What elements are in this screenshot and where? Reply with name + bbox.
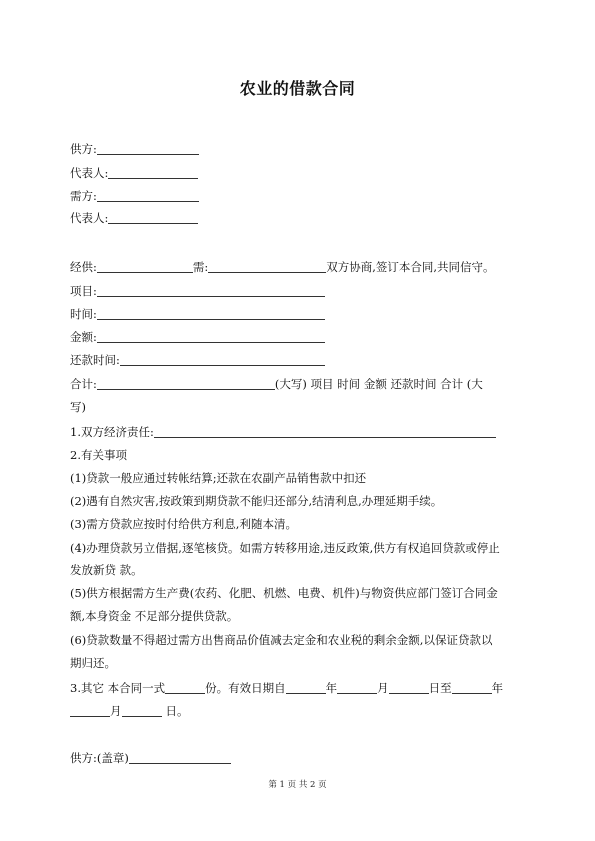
supplier-rep-line: [70, 166, 198, 180]
clause-1-line: [70, 425, 496, 439]
start-month-blank[interactable]: [337, 681, 377, 694]
amount-line: [70, 330, 325, 344]
item-blank[interactable]: [97, 284, 325, 297]
copies-blank[interactable]: [165, 681, 205, 694]
supplier-rep-label: 代表人:: [70, 166, 109, 180]
supplier-blank[interactable]: [97, 142, 199, 155]
total-note-cont: 写): [70, 400, 86, 414]
supplier-line: [70, 142, 199, 156]
list-item: (4)办理贷款另立借据,逐笔核贷。如需方转移用途,违反政策,供方有权追回贷款或停止: [70, 541, 500, 555]
demander-rep-blank[interactable]: [108, 211, 198, 224]
end-day-label: 日。: [165, 704, 189, 718]
demand-blank[interactable]: [208, 260, 326, 273]
end-year-label: 年: [491, 681, 504, 695]
supplier-rep-blank[interactable]: [108, 166, 198, 179]
demander-blank[interactable]: [97, 189, 199, 202]
page-title: 农业的借款合同: [239, 79, 356, 98]
list-item: 额,本身资金 不足部分提供贷款。: [70, 609, 239, 623]
repay-time-label: 还款时间:: [70, 353, 120, 367]
clause-3-label: 3.其它 本合同一式: [70, 681, 166, 695]
signature-line: [70, 751, 231, 765]
intro-text: 双方协商,签订本合同,共同信守。: [326, 260, 495, 274]
day-to-label: 日至: [428, 681, 452, 695]
list-item: 期归还。: [70, 656, 116, 670]
total-blank[interactable]: [97, 377, 275, 390]
list-item: (6)贷款数量不得超过需方出售商品价值减去定金和农业税的剩余金额,以保证贷款以: [70, 633, 493, 647]
page-footer: 第 1 页 共 2 页: [268, 780, 327, 790]
supplier-label: 供方:: [70, 142, 97, 156]
supply-label: 经供:: [70, 260, 97, 274]
repay-time-line: [70, 353, 325, 367]
signature-label: 供方:(盖章): [70, 751, 129, 765]
intro-line: [70, 260, 495, 274]
start-year-blank[interactable]: [286, 681, 326, 694]
time-line: [70, 307, 325, 321]
signature-blank[interactable]: [129, 751, 231, 764]
clause-1-label: 1.双方经济责任:: [70, 425, 154, 439]
list-item: (5)供方根据需方生产费(农药、化肥、机燃、电费、机件)与物资供应部门签订合同金: [70, 586, 498, 600]
demander-rep-label: 代表人:: [70, 211, 109, 225]
amount-blank[interactable]: [97, 330, 325, 343]
demander-rep-line: [70, 211, 198, 225]
clause-2: 2.有关事项: [70, 448, 127, 462]
demander-label: 需方:: [70, 189, 97, 203]
supply-blank[interactable]: [97, 260, 193, 273]
list-item: 发放新贷 款。: [70, 563, 143, 577]
end-day-blank[interactable]: [122, 704, 162, 717]
clause-3-cont: [70, 704, 189, 718]
item-label: 项目:: [70, 284, 97, 298]
list-item: (1)贷款一般应通过转帐结算;还款在农副产品销售款中扣还: [70, 471, 367, 485]
total-label: 合计:: [70, 377, 97, 391]
time-blank[interactable]: [97, 307, 325, 320]
clause-1-blank[interactable]: [154, 425, 496, 438]
month-label: 月: [377, 681, 389, 695]
total-line: [70, 377, 483, 391]
end-month-label: 月: [110, 704, 122, 718]
total-note: (大写) 项目 时间 金额 还款时间 合计 (大: [274, 377, 483, 391]
end-month-blank[interactable]: [70, 704, 110, 717]
start-day-blank[interactable]: [389, 681, 429, 694]
demand-label: 需:: [192, 260, 209, 274]
list-item: (3)需方贷款应按时付给供方利息,利随本清。: [70, 517, 297, 531]
time-label: 时间:: [70, 307, 97, 321]
amount-label: 金额:: [70, 330, 97, 344]
end-year-blank[interactable]: [452, 681, 492, 694]
repay-time-blank[interactable]: [120, 353, 325, 366]
item-line: [70, 284, 325, 298]
clause-3-line: [70, 681, 503, 695]
demander-line: [70, 189, 199, 203]
list-item: (2)遇有自然灾害,按政策到期贷款不能归还部分,结清利息,办理延期手续。: [70, 494, 443, 508]
year-label: 年: [325, 681, 338, 695]
validity-label: 份。有效日期自: [205, 681, 286, 695]
